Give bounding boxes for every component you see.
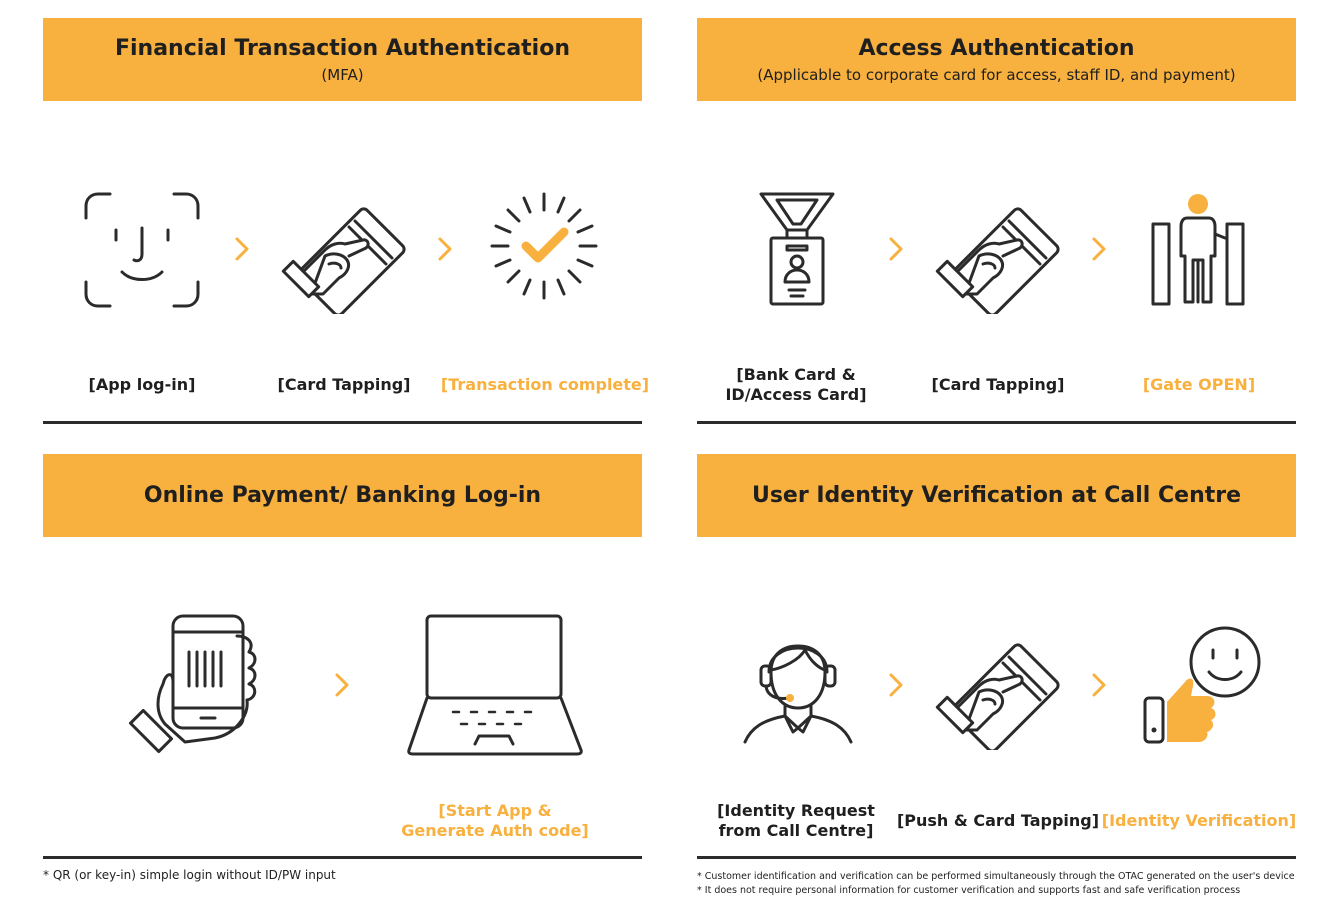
chevron-right-icon: [333, 672, 351, 698]
panel-subtitle: (Applicable to corporate card for access, staff ID, and payment): [757, 65, 1236, 84]
card-tap-hand-icon: [273, 194, 417, 314]
chevron-right-icon: [233, 236, 251, 262]
step-label-line: Generate Auth code]: [401, 821, 589, 840]
panel-header: [43, 18, 642, 101]
step-label: [725, 365, 866, 405]
thumbs-up-smile-icon: [1139, 624, 1263, 746]
panel-title: Access Authentication: [858, 35, 1135, 61]
chevron-right-icon: [1090, 236, 1108, 262]
chevron-right-icon: [436, 236, 454, 262]
call-agent-headset-icon: [733, 624, 863, 746]
step-label: [Card Tapping]: [931, 375, 1065, 394]
step-label: [Identity Verification]: [1101, 811, 1297, 830]
step-label-line: from Call Centre]: [718, 821, 874, 840]
card-tap-hand-icon: [927, 194, 1071, 314]
phone-in-hand-icon: [125, 612, 265, 762]
step-label: [401, 801, 588, 841]
panel-title: Financial Transaction Authentication: [114, 35, 571, 61]
chevron-right-icon: [1090, 672, 1108, 698]
divider: [697, 856, 1296, 859]
panel-header: [697, 454, 1296, 537]
panel-title: User Identity Verification at Call Centre: [751, 482, 1242, 508]
footnote: * It does not require personal information for customer verification and supports fast and safe verification process: [697, 885, 1241, 896]
panel-access-authentication: [697, 18, 1296, 424]
step-label-line: [Start App &: [438, 801, 552, 820]
checkmark-burst-icon: [484, 186, 604, 306]
divider: [697, 421, 1296, 424]
step-label: [Push & Card Tapping]: [896, 811, 1100, 830]
step-label: [717, 801, 875, 841]
step-label: [App log-in]: [88, 375, 196, 394]
panel-header: [697, 18, 1296, 101]
face-id-icon: [82, 190, 202, 310]
panel-subtitle: (MFA): [321, 65, 364, 84]
footnote: * Customer identification and verification can be performed simultaneously through the OTAC generated on the user's device: [697, 871, 1295, 882]
step-label: [Card Tapping]: [277, 375, 411, 394]
step-label: [Gate OPEN]: [1142, 375, 1256, 394]
divider: [43, 856, 642, 859]
panel-online-payment: [43, 454, 642, 894]
divider: [43, 421, 642, 424]
chevron-right-icon: [887, 672, 905, 698]
card-tap-hand-icon: [927, 630, 1071, 750]
step-label-line: [Identity Request: [717, 801, 875, 820]
chevron-right-icon: [887, 236, 905, 262]
id-badge-icon: [747, 190, 847, 308]
panel-title: Online Payment/ Banking Log-in: [143, 482, 542, 508]
panel-call-centre-verification: [697, 454, 1296, 904]
panel-financial-transaction: [43, 18, 650, 424]
step-label-line: [Bank Card &: [736, 365, 856, 384]
laptop-icon: [405, 614, 585, 756]
panel-header: [43, 454, 642, 537]
gate-person-icon: [1149, 190, 1249, 308]
footnote: * QR (or key-in) simple login without ID/PW input: [43, 868, 336, 882]
step-label-line: ID/Access Card]: [725, 385, 867, 404]
step-label: [Transaction complete]: [440, 375, 650, 394]
